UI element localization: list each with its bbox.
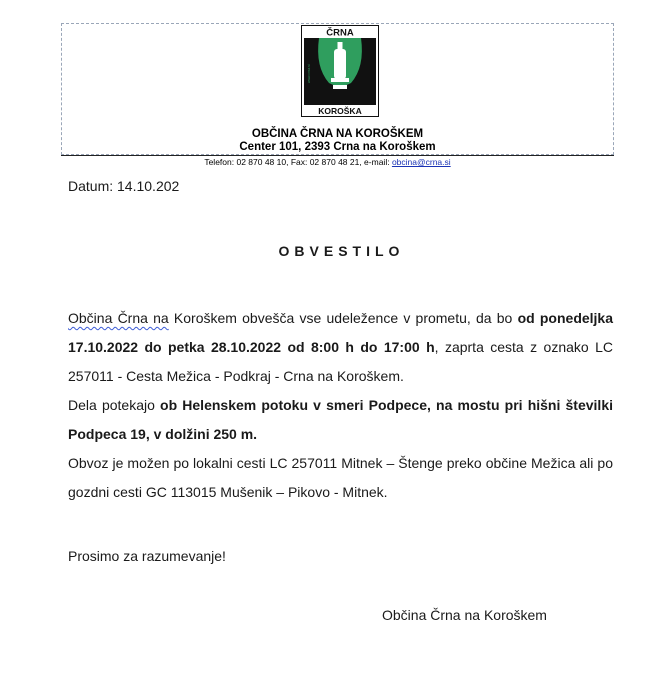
body-bold-text: ob Helenskem potoku v smeri Podpece, na mostu pri hišni številki: [160, 397, 613, 413]
document-body: [68, 304, 613, 507]
body-bold-text: od ponedeljka: [517, 310, 614, 326]
paragraph-1-line-2: [68, 333, 613, 362]
header-rule: [61, 155, 614, 156]
email-link[interactable]: obcina@crna.si: [391, 157, 451, 167]
paragraph-2-line-2: [68, 420, 613, 449]
org-address: Center 101, 2393 Crna na Koroškem: [239, 141, 436, 153]
paragraph-1-line-3: 257011 - Cesta Mežica - Podkraj - Crna na Koroškem.: [68, 368, 404, 384]
document-date: Datum: 14.10.202: [68, 178, 180, 194]
logo-bottom-text: KOROŠKA: [318, 106, 362, 116]
body-text: Koroškem obvešča vse udeležence v prometu, da bo: [168, 310, 518, 326]
paragraph-3-line-1: Obvoz je možen po lokalni cesti LC 257011 Mitnek – Štenge preko občine Mežica ali po: [68, 455, 613, 471]
logo-side-text: www.crna.si: [307, 64, 311, 83]
spellcheck-text: Občina Črna na: [68, 310, 169, 326]
paragraph-1-line-1: [68, 304, 613, 333]
contact-line: [0, 157, 655, 167]
paragraph-3-line-2: gozdni cesti GC 113015 Mušenik – Pikovo - Mitnek.: [68, 484, 388, 500]
letterhead: [61, 23, 614, 155]
paragraph-2-line-1: [68, 391, 613, 420]
body-bold-text: 17.10.2022 do petka 28.10.2022 od 8:00 h do 17:00 h: [68, 339, 435, 355]
contact-text: Telefon: 02 870 48 10, Fax: 02 870 48 21, e-mail:: [204, 157, 392, 167]
body-text: , zaprta cesta z oznako LC: [434, 339, 613, 355]
closing-line: Prosimo za razumevanje!: [68, 548, 226, 564]
org-name: OBČINA ČRNA NA KOROŠKEM: [251, 128, 424, 140]
body-bold-text: Podpeca 19, v dolžini 250 m.: [68, 426, 258, 442]
signature: Občina Črna na Koroškem: [382, 607, 547, 623]
document-title: OBVESTILO: [278, 243, 405, 259]
logo-top-text: ČRNA: [326, 27, 354, 39]
body-text: Dela potekajo: [68, 397, 161, 413]
municipality-logo: [301, 25, 379, 117]
